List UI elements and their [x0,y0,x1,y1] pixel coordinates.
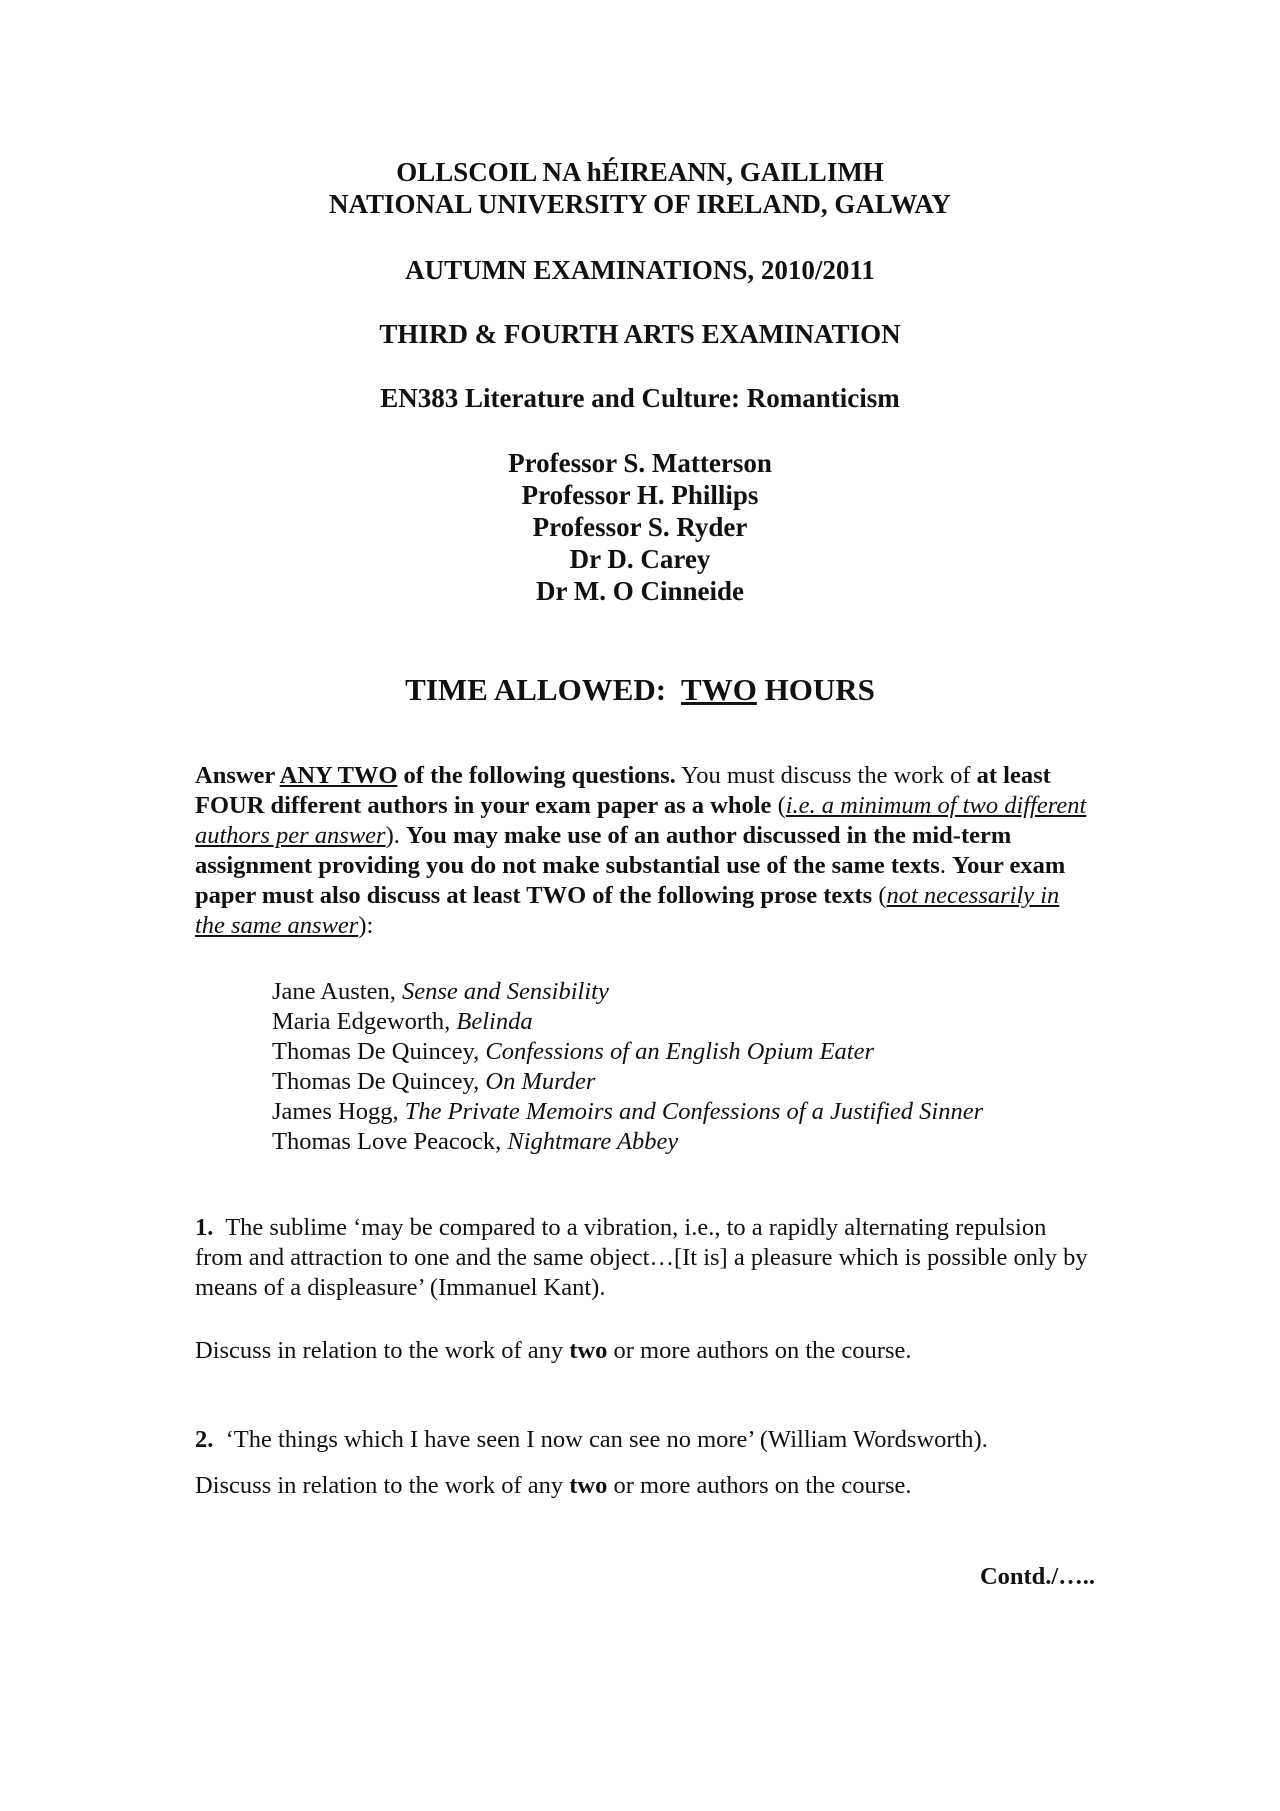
time-allowed [0,672,1280,708]
instr-part: i.e. a minimum of two different authors per answer [195,792,1087,849]
prose-text-list [272,977,1072,1157]
prose-text-item [272,1127,1072,1157]
exam-title: THIRD & FOURTH ARTS EXAMINATION [379,319,901,349]
instr-part: ). [385,822,406,849]
question-2 [195,1425,1095,1455]
question-text: ‘The things which I have seen I now can see no more’ (William Wordsworth). [225,1426,988,1453]
text-author: Thomas De Quincey, [272,1068,486,1095]
prose-text-item [272,1037,1072,1067]
instr-part: Answer [195,762,280,789]
university-english: NATIONAL UNIVERSITY OF IRELAND, GALWAY [329,189,951,219]
question-text: The sublime ‘may be compared to a vibration, i.e., to a rapidly alternating repulsion from and attraction to one and the same object…[It is] a pleasure which is possible only by means of a displeasure’ (Immanuel Kant). [195,1214,1088,1301]
text-title: Nightmare Abbey [507,1128,679,1155]
question-1-instruction [195,1336,1095,1366]
text-author: Thomas Love Peacock, [272,1128,508,1155]
time-prefix: TIME ALLOWED: [405,672,682,707]
question-number: 2. [195,1426,214,1453]
examiner: Dr M. O Cinneide [536,576,744,606]
text-author: Thomas De Quincey, [272,1038,486,1065]
instr-part: You must discuss the work of [675,762,977,789]
text-title: Belinda [456,1008,533,1035]
time-suffix: HOURS [756,672,875,707]
discuss-pre: Discuss in relation to the work of any [195,1337,570,1364]
instr-part: at least FOUR different authors in your exam paper as a whole [195,762,1051,819]
discuss-bold: two [569,1472,608,1499]
instr-part: ( [872,882,887,909]
text-author: Jane Austen, [272,978,402,1005]
instr-part: . [939,852,953,879]
exam-session: AUTUMN EXAMINATIONS, 2010/2011 [405,255,875,285]
instr-part: ANY TWO [279,762,398,789]
question-number: 1. [195,1214,214,1241]
instr-part: of the following questions. [397,762,676,789]
course-title: EN383 Literature and Culture: Romanticism [380,383,900,413]
examiner: Professor S. Ryder [532,512,748,542]
prose-text-item [272,1097,1072,1127]
instr-part: You may make use of an author discussed in the mid-term assignment providing you do not make substantial use of the same texts [195,822,1012,879]
instr-part: Your exam paper must also discuss at least TWO of the following prose texts [195,852,1066,909]
instr-part: ( [771,792,786,819]
instr-part: not necessarily in the same answer [195,882,1060,939]
text-title: The Private Memoirs and Confessions of a Justified Sinner [404,1098,984,1125]
prose-text-item [272,977,1072,1007]
instructions-paragraph [195,761,1095,941]
discuss-pre: Discuss in relation to the work of any [195,1472,570,1499]
text-author: Maria Edgeworth, [272,1008,457,1035]
instr-part: ): [358,912,374,939]
text-title: Sense and Sensibility [401,978,609,1005]
discuss-post: or more authors on the course. [607,1472,912,1499]
text-title: Confessions of an English Opium Eater [485,1038,875,1065]
examiner: Dr D. Carey [569,544,711,574]
text-title: On Murder [485,1068,596,1095]
text-author: James Hogg, [272,1098,405,1125]
examiner: Professor S. Matterson [508,448,772,478]
university-name [0,156,1280,220]
question-2-instruction [195,1471,1095,1501]
continued-marker: Contd./….. [979,1563,1095,1590]
time-emphasis: TWO [681,672,757,707]
question-1 [195,1213,1095,1303]
discuss-bold: two [569,1337,608,1364]
prose-text-item [272,1067,1072,1097]
examiner: Professor H. Phillips [521,480,759,510]
university-irish: OLLSCOIL NA hÉIREANN, GAILLIMH [396,157,884,187]
prose-text-item [272,1007,1072,1037]
discuss-post: or more authors on the course. [607,1337,912,1364]
examiners-list [0,447,1280,607]
